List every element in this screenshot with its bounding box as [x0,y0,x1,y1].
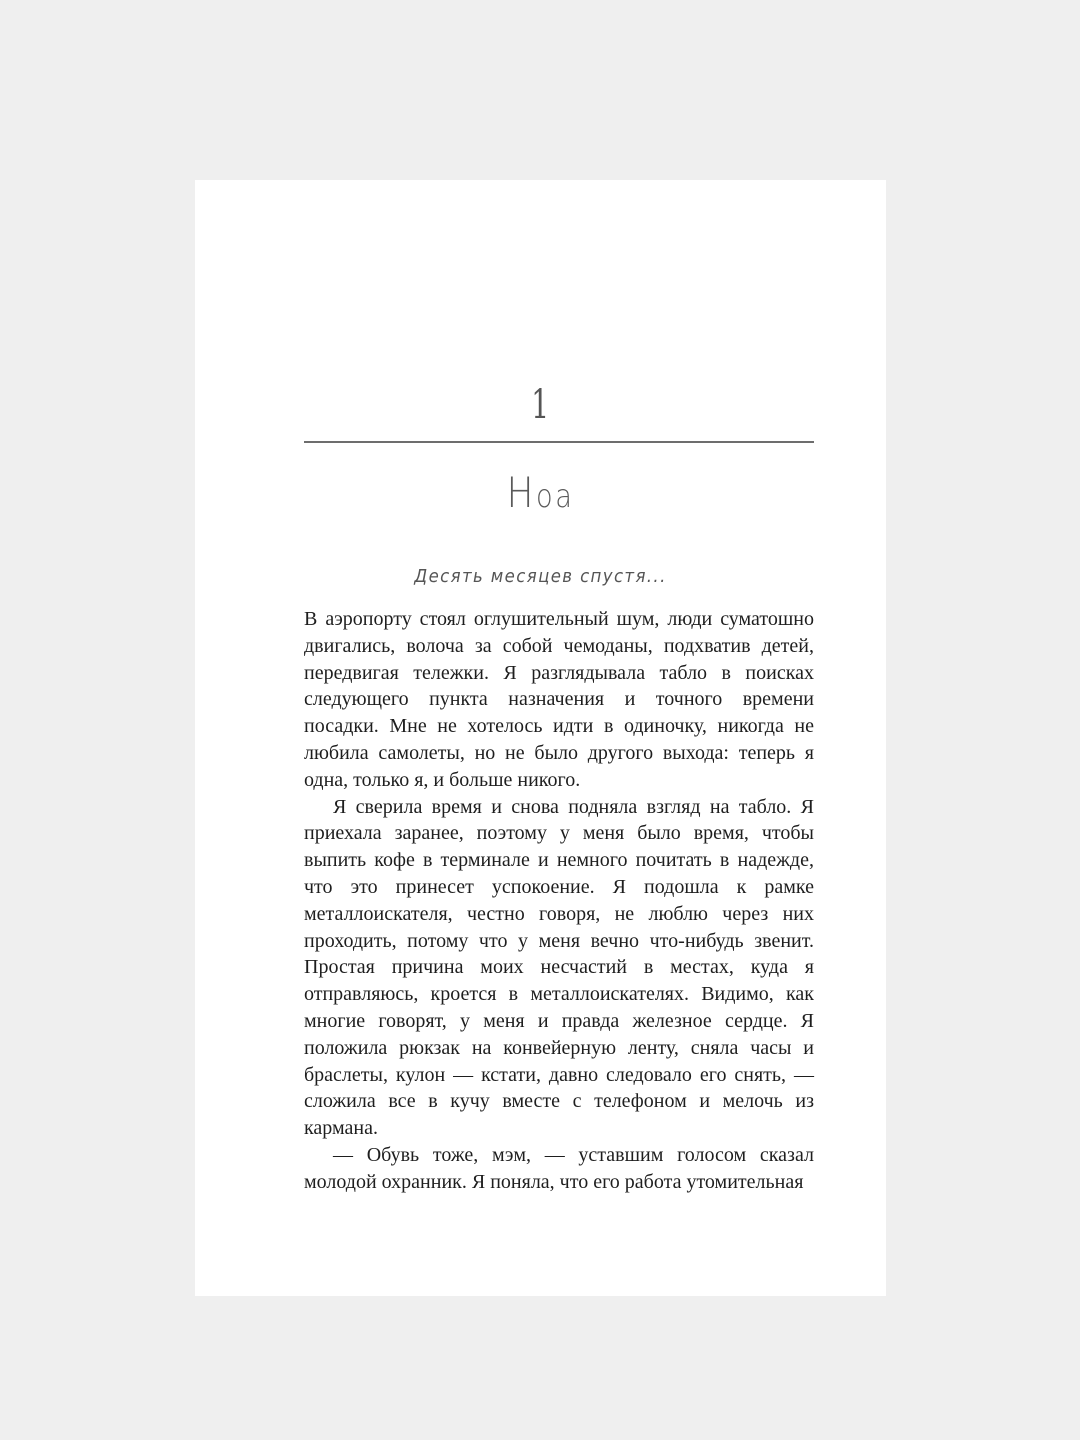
chapter-title-rest: оа [535,477,575,515]
chapter-subtitle: Десять месяцев спустя... [414,566,667,587]
paragraph-2: Я сверила время и снова подняла взгляд на табло. Я приехала заранее, поэтому у меня было время, чтобы выпить кофе в терминале и немного почитать в надежде, что это принесет успокоение. Я подошла к рамке металлоискателя, честно говоря, не люблю через них проходить, потому что у меня вечно что-нибудь звенит. Простая причина моих несчастий в местах, куда я отправляюсь, кроется в металлоискателях. Видимо, как многие говорят, у меня и правда железное сердце. Я положила рюкзак на конвейерную ленту, сняла часы и браслеты, кулон — кстати, давно следовало его снять, — сложила все в кучу вместе с телефоном и мелочь из кармана. [304,795,814,1140]
chapter-number: 1 [531,382,550,428]
chapter-title [247,468,834,517]
chapter-title-initial: Н [506,468,536,517]
book-page [195,180,886,1296]
chapter-divider [304,441,814,443]
paragraph-1: В аэропорту стоял оглушительный шум, люди суматошно двигались, волоча за собой чемоданы, подхватив детей, передвигая тележки. Я разглядывала табло в поисках следующего пункта назначения и точного времени посадки. Мне не хотелось идти в одиночку, никогда не любила самолеты, но не было другого выхода: теперь я одна, только я, и больше никого. [304,608,814,791]
paragraph-3: — Обувь тоже, мэм, — уставшим голосом сказал молодой охранник. Я поняла, что его работа утомительная [304,1143,814,1193]
body-text [304,606,814,1196]
